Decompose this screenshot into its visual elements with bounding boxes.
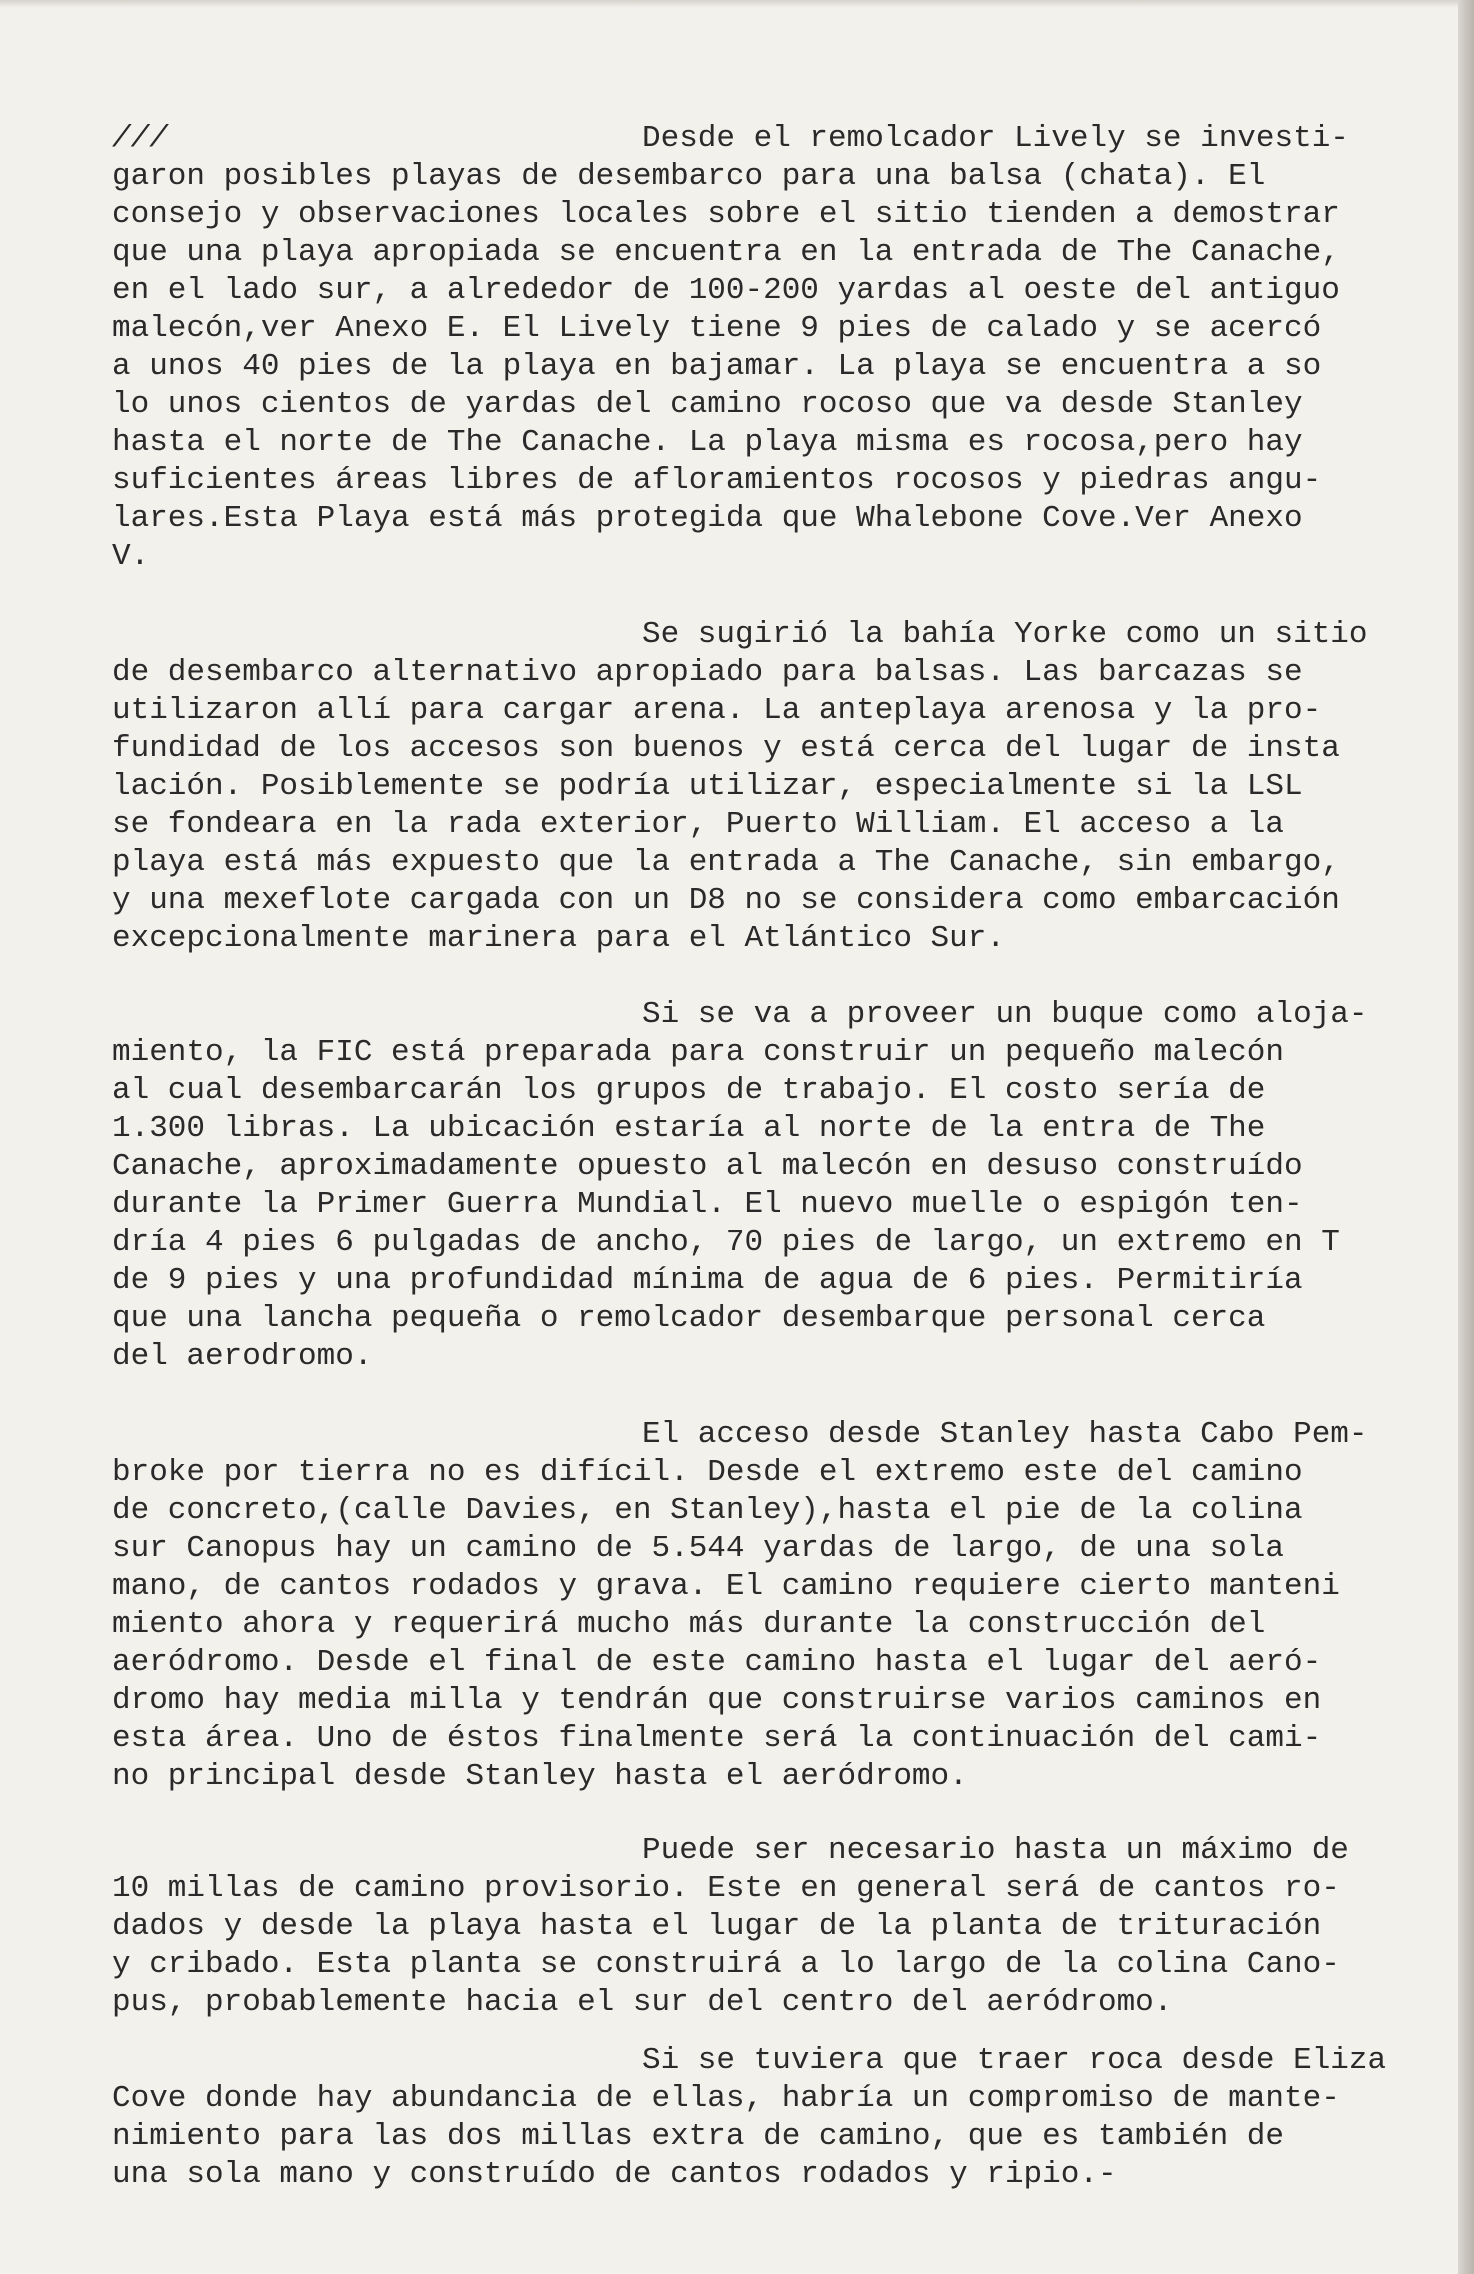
paragraph-line: Si se tuviera que traer roca desde Eliza (642, 2043, 1387, 2078)
paragraph-line: suficientes áreas libres de afloramientos rocosos y piedras angu- (112, 463, 1322, 498)
paragraph-5 (112, 1832, 1462, 2022)
paragraph-line: hasta el norte de The Canache. La playa misma es rocosa,pero hay (112, 425, 1303, 460)
paragraph-line: lares.Esta Playa está más protegida que Whalebone Cove.Ver Anexo (112, 501, 1303, 536)
paragraph-line: esta área. Uno de éstos finalmente será la continuación del cami- (112, 1721, 1322, 1756)
paragraph-6 (112, 2042, 1462, 2194)
paragraph-line: aeródromo. Desde el final de este camino hasta el lugar del aeró- (112, 1645, 1322, 1680)
paragraph-line: Canache, aproximadamente opuesto al malecón en desuso construído (112, 1149, 1303, 1184)
paragraph-line: sur Canopus hay un camino de 5.544 yardas de largo, de una sola (112, 1531, 1284, 1566)
paragraph-line: que una playa apropiada se encuentra en la entrada de The Canache, (112, 235, 1340, 270)
paragraph-line: una sola mano y construído de cantos rodados y ripio.- (112, 2157, 1117, 2192)
paragraph-line: dromo hay media milla y tendrán que construirse varios caminos en (112, 1683, 1322, 1718)
paragraph-line: miento ahora y requerirá mucho más durante la construcción del (112, 1607, 1266, 1642)
paragraph-line: nimiento para las dos millas extra de camino, que es también de (112, 2119, 1284, 2154)
paragraph-line: utilizaron allí para cargar arena. La anteplaya arenosa y la pro- (112, 693, 1322, 728)
paragraph-line: 10 millas de camino provisorio. Este en general será de cantos ro- (112, 1871, 1340, 1906)
paragraph-line: fundidad de los accesos son buenos y está cerca del lugar de insta (112, 731, 1340, 766)
paragraph-1 (112, 120, 1462, 576)
paragraph-4 (112, 1416, 1462, 1796)
paragraph-line: 1.300 libras. La ubicación estaría al norte de la entra de The (112, 1111, 1266, 1146)
paragraph-line: El acceso desde Stanley hasta Cabo Pem- (642, 1417, 1368, 1452)
paragraph-line: lo unos cientos de yardas del camino rocoso que va desde Stanley (112, 387, 1303, 422)
paragraph-line: Puede ser necesario hasta un máximo de (642, 1833, 1349, 1868)
paragraph-line: mano, de cantos rodados y grava. El camino requiere cierto manteni (112, 1569, 1340, 1604)
paragraph-gap (112, 2022, 1462, 2042)
paragraph-line: del aerodromo. (112, 1339, 373, 1374)
paragraph-line: V. (112, 539, 150, 574)
paragraph-line: Cove donde hay abundancia de ellas, habría un compromiso de mante- (112, 2081, 1340, 2116)
paragraph-line: pus, probablemente hacia el sur del centro del aeródromo. (112, 1985, 1173, 2020)
document-body (112, 120, 1462, 2194)
paragraph-line: que una lancha pequeña o remolcador desembarque personal cerca (112, 1301, 1266, 1336)
paragraph-line: lación. Posiblemente se podría utilizar, especialmente si la LSL (112, 769, 1303, 804)
paragraph-line: de 9 pies y una profundidad mínima de agua de 6 pies. Permitiría (112, 1263, 1303, 1298)
paragraph-line: de desembarco alternativo apropiado para balsas. Las barcazas se (112, 655, 1303, 690)
paragraph-line: consejo y observaciones locales sobre el sitio tienden a demostrar (112, 197, 1340, 232)
paragraph-gap (112, 1376, 1462, 1416)
paragraph-line: Se sugirió la bahía Yorke como un sitio (642, 617, 1368, 652)
paragraph-line: y una mexeflote cargada con un D8 no se considera como embarcación (112, 883, 1340, 918)
line-text: Desde el remolcador Lively se investi- (642, 121, 1349, 156)
paragraph-line: y cribado. Esta planta se construirá a lo largo de la colina Cano- (112, 1947, 1340, 1982)
paragraph-line: se fondeara en la rada exterior, Puerto William. El acceso a la (112, 807, 1284, 842)
paragraph-line: garon posibles playas de desembarco para una balsa (chata). El (112, 159, 1266, 194)
paragraph-line: miento, la FIC está preparada para construir un pequeño malecón (112, 1035, 1284, 1070)
paragraph-line: Si se va a proveer un buque como aloja- (642, 997, 1368, 1032)
paragraph-2 (112, 616, 1462, 958)
paragraph-line: dría 4 pies 6 pulgadas de ancho, 70 pies de largo, un extremo en T (112, 1225, 1340, 1260)
paragraph-gap (112, 958, 1462, 996)
paragraph-line: dados y desde la playa hasta el lugar de la planta de trituración (112, 1909, 1322, 1944)
paragraph-line: no principal desde Stanley hasta el aeródromo. (112, 1759, 968, 1794)
margin-mark: /// (112, 121, 168, 156)
paragraph-line: al cual desembarcarán los grupos de trabajo. El costo sería de (112, 1073, 1266, 1108)
paragraph-line: durante la Primer Guerra Mundial. El nuevo muelle o espigón ten- (112, 1187, 1303, 1222)
paragraph-line: playa está más expuesto que la entrada a The Canache, sin embargo, (112, 845, 1340, 880)
paragraph-gap (112, 1796, 1462, 1832)
paragraph-3 (112, 996, 1462, 1376)
paragraph-line: malecón,ver Anexo E. El Lively tiene 9 pies de calado y se acercó (112, 311, 1322, 346)
paragraph-line: de concreto,(calle Davies, en Stanley),hasta el pie de la colina (112, 1493, 1303, 1528)
page-top-edge (0, 0, 1474, 8)
paragraph-line (112, 120, 1462, 158)
paragraph-line: a unos 40 pies de la playa en bajamar. La playa se encuentra a so (112, 349, 1322, 384)
paragraph-line: en el lado sur, a alrededor de 100-200 yardas al oeste del antiguo (112, 273, 1340, 308)
paragraph-line: broke por tierra no es difícil. Desde el extremo este del camino (112, 1455, 1303, 1490)
paragraph-line: excepcionalmente marinera para el Atlántico Sur. (112, 921, 1005, 956)
paragraph-gap (112, 576, 1462, 616)
